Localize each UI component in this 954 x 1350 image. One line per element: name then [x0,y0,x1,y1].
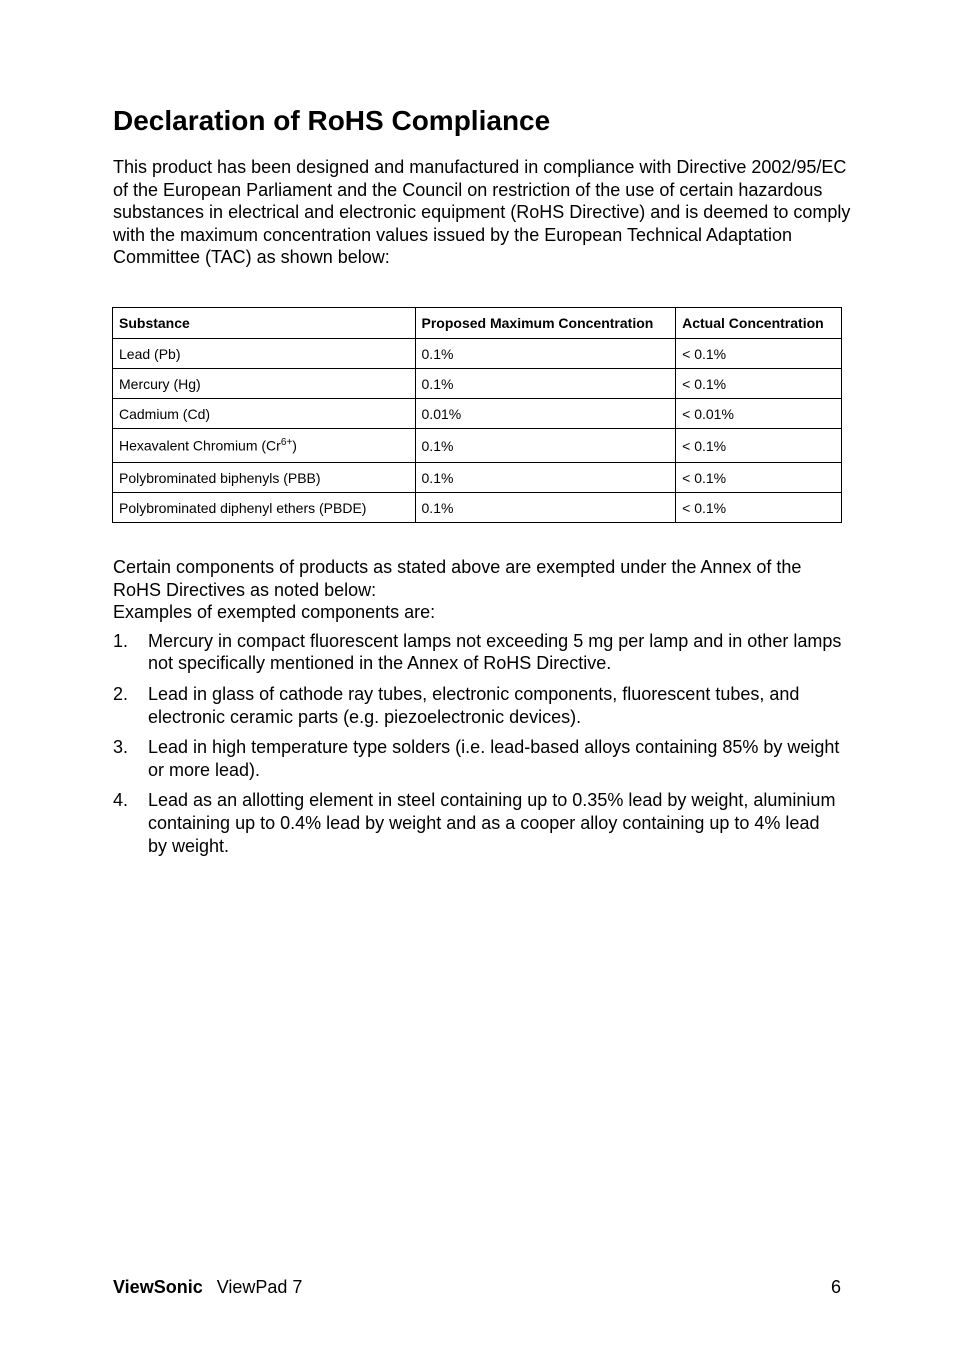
table-row [113,493,842,523]
exemptions-section [113,556,843,865]
superscript: 6+ [280,437,293,449]
list-text: Lead in high temperature type solders (i.e. lead-based alloys containing 85% by weight or more lead). [148,737,840,780]
proposed-cell: 0.1% [415,493,676,523]
list-item [113,736,843,781]
footer-brand: ViewSonic [113,1277,203,1297]
list-item [113,630,843,675]
list-item [113,683,843,728]
list-number: 3. [113,737,129,758]
footer-model: ViewPad 7 [216,1277,303,1297]
exemptions-list [113,630,843,857]
intro-paragraph: This product has been designed and manufactured in compliance with Directive 2002/95/EC of the European Parliament and the Council on restriction of the use of certain hazardous substances in electrical and electronic equipment (RoHS Directive) and is deemed to comply with the maximum concentration values issued by the European Technical Adaptation Committee (TAC) as shown below: [113,157,851,268]
page-title: Declaration of RoHS Compliance [113,105,551,136]
proposed-cell: 0.1% [415,369,676,399]
header-actual: Actual Concentration [676,308,842,339]
table-header-row [113,308,842,339]
substance-cell: Lead (Pb) [113,339,416,369]
substance-cell: Mercury (Hg) [113,369,416,399]
actual-cell: < 0.1% [676,463,842,493]
table-row [113,339,842,369]
list-number: 4. [113,790,129,811]
actual-cell: < 0.01% [676,399,842,429]
actual-cell: < 0.1% [676,369,842,399]
header-proposed-max: Proposed Maximum Concentration [415,308,676,339]
list-text: Lead as an allotting element in steel containing up to 0.35% lead by weight, aluminium containing up to 0.4% lead by weight and as a cooper alloy containing up to 4% lead by weight. [148,790,836,856]
table-row [113,369,842,399]
substance-cell: Cadmium (Cd) [113,399,416,429]
list-number: 2. [113,683,129,704]
examples-label: Examples of exempted components are: [113,602,436,623]
proposed-cell: 0.1% [415,429,676,463]
proposed-cell: 0.01% [415,399,676,429]
rohs-concentration-table [112,307,842,523]
substance-cell [113,429,416,463]
exemption-intro: Certain components of products as stated above are exempted under the Annex of the RoHS Directives as noted below: [113,557,802,600]
actual-cell: < 0.1% [676,493,842,523]
proposed-cell: 0.1% [415,339,676,369]
table-row [113,429,842,463]
page-footer [113,1276,841,1298]
header-substance: Substance [113,308,416,339]
substance-cell: Polybrominated biphenyls (PBB) [113,463,416,493]
table-row [113,399,842,429]
substance-cell: Polybrominated diphenyl ethers (PBDE) [113,493,416,523]
substance-text-end: ) [292,437,297,454]
actual-cell: < 0.1% [676,339,842,369]
substance-text: Hexavalent Chromium (Cr [119,437,281,454]
page-number: 6 [830,1277,841,1297]
table-row [113,463,842,493]
list-item [113,789,843,857]
actual-cell: < 0.1% [676,429,842,463]
list-number: 1. [113,630,129,651]
list-text: Lead in glass of cathode ray tubes, electronic components, fluorescent tubes, and electronic ceramic parts (e.g. piezoelectronic devices). [148,683,800,727]
list-text: Mercury in compact fluorescent lamps not exceeding 5 mg per lamp and in other lamps not specifically mentioned in the Annex of RoHS Directive. [148,630,842,674]
proposed-cell: 0.1% [415,463,676,493]
